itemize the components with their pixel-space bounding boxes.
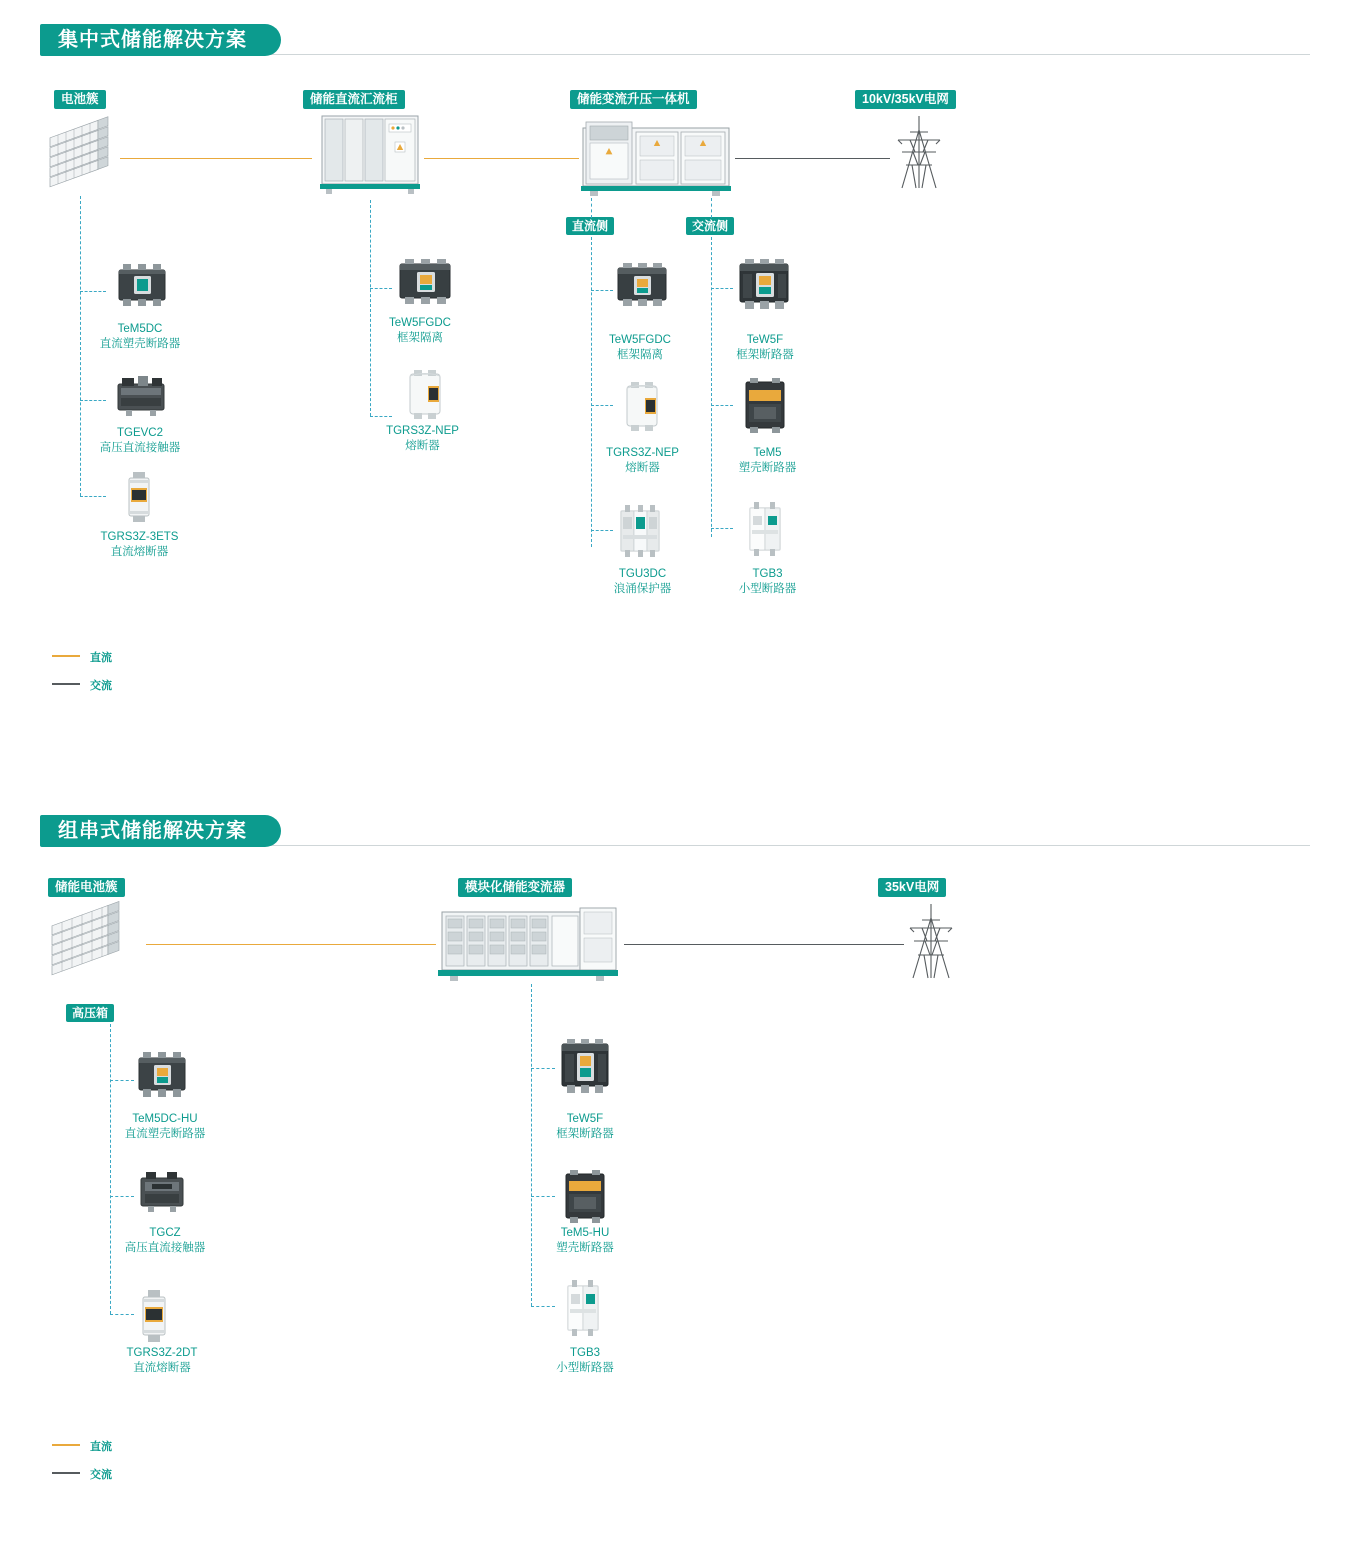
device-caption-tem5dc-hu [90,1112,240,1142]
legend-swatch-ac-2 [52,1472,80,1474]
device-desc-tgrs3z-2dt: 直流熔断器 [133,1362,191,1374]
branch-stub-tew5fgdc-1 [370,288,392,289]
stage-tag-battery-cluster: 电池簇 [54,90,106,109]
device-desc-tgrs3z-nep-1: 熔断器 [405,440,440,452]
branch-stub-tew5f [711,288,733,289]
branch-stub-tgb3 [711,528,733,529]
branch-stub-tgcz [110,1196,134,1197]
branch-line-combiner [370,200,371,416]
branch-line-ac-side [711,237,712,537]
stage-tag-dc-combiner: 储能直流汇流柜 [303,90,405,109]
pcs-transformer-image [580,112,732,198]
battery-cluster-image [44,112,124,192]
device-name-tgrs3z-nep-1: TGRS3Z-NEP [386,425,459,437]
device-name-tgevc2: TGEVC2 [116,427,163,439]
legend-swatch-dc-2 [52,1444,80,1446]
branch-stub-tem5dc [80,291,106,292]
dc-combiner-cabinet-image [318,112,424,196]
sublabel-ac-side: 交流侧 [686,217,734,235]
device-desc-tgb3: 小型断路器 [738,583,797,595]
branch-stub-tgrs3znep-1 [370,416,392,417]
device-caption-tew5fgdc-1 [350,316,490,346]
device-name-tgb3: TGB3 [752,568,783,580]
stage-tag-grid-35kv: 35kV电网 [878,878,946,897]
device-image-tgrs3z-nep-2 [620,382,664,432]
device-name-tew5fgdc-1: TeW5FGDC [389,317,451,329]
stage-tag-grid: 10kV/35kV电网 [855,90,956,109]
branch-stub-tgrs3z-2dt [110,1314,134,1315]
legend-swatch-ac-1 [52,683,80,685]
branch-stub-tem5dc-hu [110,1080,134,1081]
branch-stub-tem5-hu [531,1196,555,1197]
device-desc-tgu3dc: 浪涌保护器 [613,583,672,595]
branch-line-dc-side [591,237,592,547]
device-image-tew5f-2 [557,1038,613,1096]
legend-swatch-dc-1 [52,655,80,657]
device-image-tgrs3z-2dt [136,1288,172,1344]
connector-ac-side [711,198,712,218]
device-name-tew5f-2: TeW5F [566,1113,604,1125]
device-image-tew5fgdc-1 [396,258,454,310]
device-image-tem5 [740,378,790,434]
stage-tag-energy-battery-cluster: 储能电池簇 [48,878,125,897]
link-dc-combiner-to-pcs [424,158,579,159]
branch-stub-tgrs3znep-2 [591,405,613,406]
transmission-tower-image-2 [900,898,962,982]
legend-label-dc-1: 直流 [90,652,112,664]
device-caption-tew5fgdc-2 [570,333,710,363]
device-caption-tgcz [90,1226,240,1256]
device-desc-tew5f-2: 框架断路器 [556,1128,614,1140]
device-desc-tem5: 塑壳断路器 [738,462,797,474]
device-desc-tem5dc-hu: 直流塑壳断路器 [124,1128,206,1140]
device-name-tgrs3z-3ets: TGRS3Z-3ETS [100,531,179,543]
device-caption-tgevc2 [70,426,210,456]
device-image-tem5-hu [560,1170,610,1224]
device-caption-tgrs3z-3ets [62,530,217,560]
device-caption-tgrs3z-nep-1 [350,424,495,454]
device-name-tem5dc: TeM5DC [117,323,163,335]
link-ac-pcs-to-grid [735,158,890,159]
device-image-tgu3dc [616,505,664,557]
legend-label-ac-2: 交流 [90,1469,112,1481]
sublabel-dc-side: 直流侧 [566,217,614,235]
device-name-tem5-hu: TeM5-HU [560,1227,610,1239]
branch-line-hv-box [110,1024,111,1314]
transmission-tower-image [888,110,950,192]
device-image-tgrs3z-nep-1 [402,370,448,420]
device-caption-tgb3 [705,567,830,597]
sublabel-hv-box: 高压箱 [66,1004,114,1022]
stage-tag-pcs-transformer: 储能变流升压一体机 [570,90,697,109]
section-1-header [40,24,1310,58]
branch-line-pcs [531,984,532,1306]
branch-stub-tgb3-2 [531,1306,555,1307]
device-image-tem5dc [114,262,170,310]
device-name-tem5: TeM5 [753,447,782,459]
device-desc-tgrs3z-3ets: 直流熔断器 [110,546,169,558]
device-image-tew5fgdc-2 [614,262,670,312]
branch-stub-tgevc2 [80,400,106,401]
device-image-tgrs3z-3ets [122,470,156,524]
device-image-tgb3 [744,502,786,556]
device-image-tew5f [735,258,793,312]
branch-stub-tgrs3z3ets [80,496,106,497]
link-dc-cluster-to-pcs [146,944,436,945]
device-desc-tew5f: 框架断路器 [736,349,794,361]
link-ac-pcs-to-grid-2 [624,944,904,945]
connector-dc-side [591,198,592,218]
device-desc-tgrs3z-nep-2: 熔断器 [625,462,660,474]
branch-stub-tem5 [711,405,733,406]
device-image-tgcz [136,1168,188,1216]
device-caption-tem5-hu [520,1226,650,1256]
section-2-title: 组串式储能解决方案 [40,815,281,847]
device-caption-tew5f-2 [520,1112,650,1142]
device-caption-tgb3-2 [520,1346,650,1376]
device-caption-tew5f [700,333,830,363]
modular-pcs-image [436,898,624,984]
legend-label-ac-1: 交流 [90,680,112,692]
device-desc-tew5fgdc-2: 框架隔离 [617,349,663,361]
section-2-header [40,815,1310,849]
device-caption-tgrs3z-nep-2 [570,446,715,476]
device-name-tgu3dc: TGU3DC [618,568,667,580]
device-image-tgevc2 [112,372,170,418]
device-caption-tgu3dc [570,567,715,597]
device-name-tgcz: TGCZ [149,1227,181,1239]
device-name-tgb3-2: TGB3 [569,1347,601,1359]
device-desc-tgevc2: 高压直流接触器 [99,442,181,454]
branch-stub-tew5f-2 [531,1068,555,1069]
device-desc-tem5dc: 直流塑壳断路器 [99,338,181,350]
device-name-tgrs3z-2dt: TGRS3Z-2DT [126,1347,198,1359]
device-caption-tem5dc [70,322,210,352]
device-caption-tgrs3z-2dt [82,1346,242,1376]
device-image-tem5dc-hu [134,1050,190,1102]
device-name-tem5dc-hu: TeM5DC-HU [132,1113,198,1125]
stage-tag-modular-pcs: 模块化储能变流器 [458,878,572,897]
legend-label-dc-2: 直流 [90,1441,112,1453]
branch-stub-tgu3dc [591,530,613,531]
device-desc-tew5fgdc-1: 框架隔离 [397,332,443,344]
energy-battery-cluster-image [46,898,146,984]
device-name-tew5f: TeW5F [746,334,784,346]
device-name-tgrs3z-nep-2: TGRS3Z-NEP [606,447,679,459]
device-desc-tem5-hu: 塑壳断路器 [556,1242,614,1254]
link-dc-battery-to-combiner [120,158,312,159]
branch-stub-tew5fgdc-2 [591,290,613,291]
device-name-tew5fgdc-2: TeW5FGDC [609,334,671,346]
device-desc-tgcz: 高压直流接触器 [124,1242,206,1254]
device-desc-tgb3-2: 小型断路器 [556,1362,614,1374]
section-1-title: 集中式储能解决方案 [40,24,281,56]
device-image-tgb3-2 [562,1280,604,1336]
device-caption-tem5 [705,446,830,476]
